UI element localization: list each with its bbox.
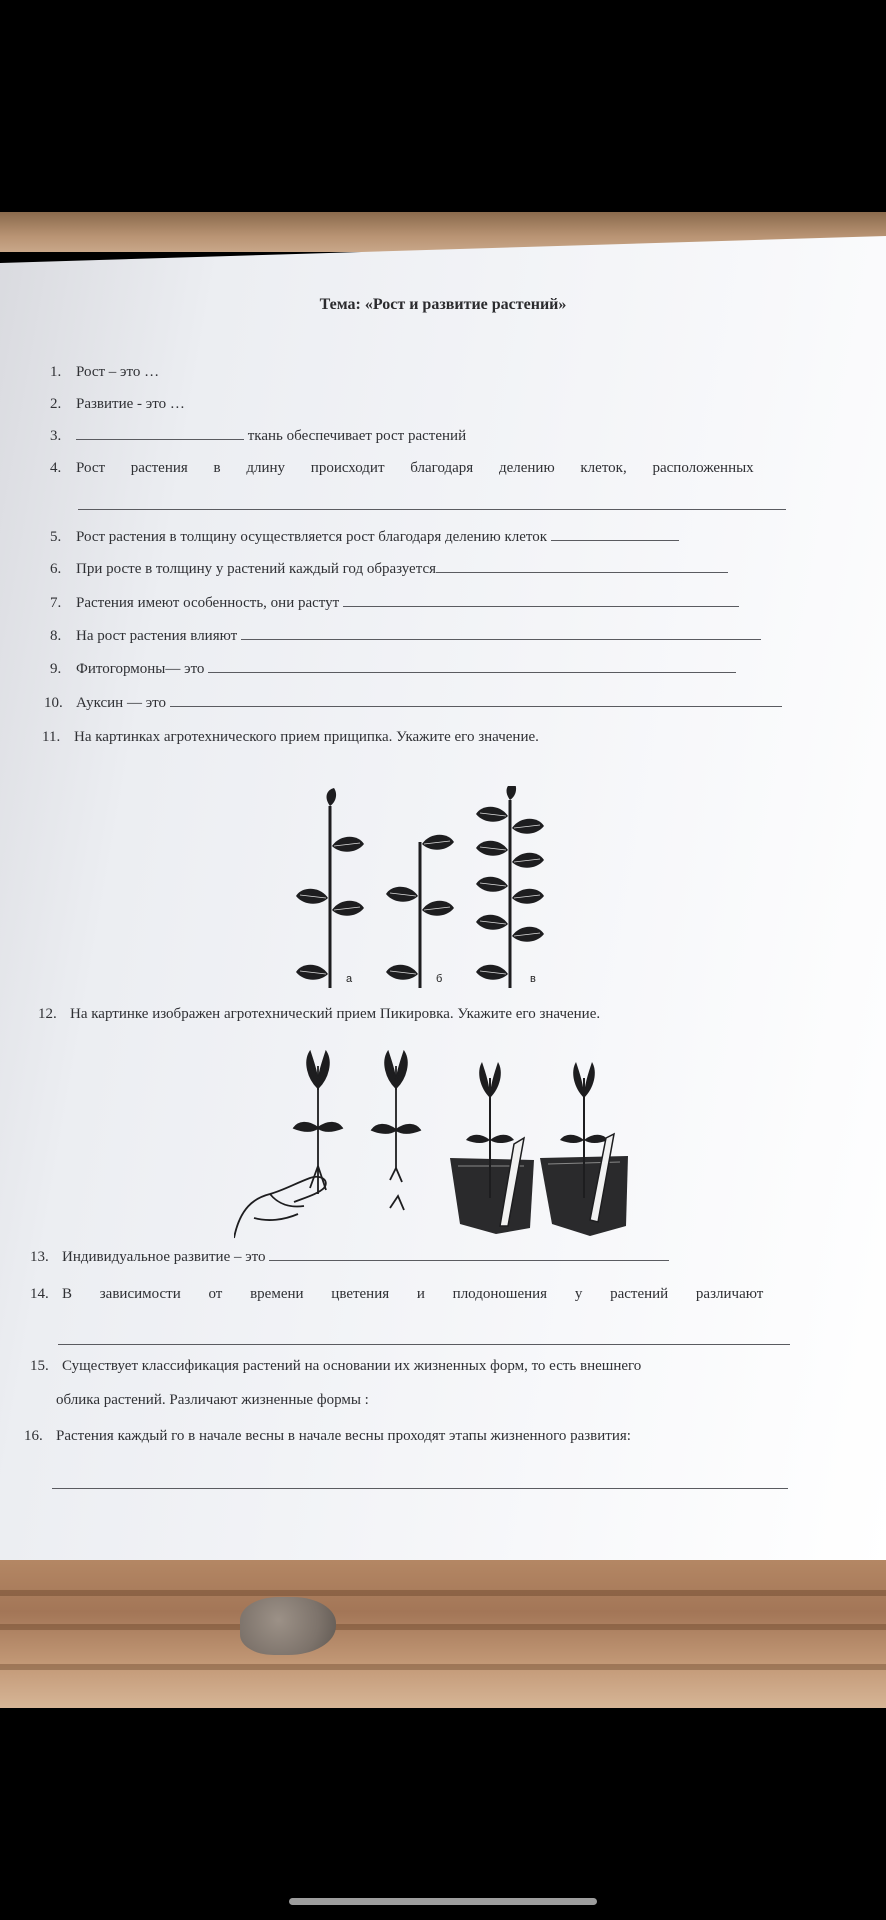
question-5: 5. Рост растения в толщину осуществляется рост благодаря делению клеток <box>50 528 679 546</box>
plant-b <box>386 835 454 988</box>
question-text: ткань обеспечивает рост растений <box>247 428 467 444</box>
question-text: В зависимости от времени цветения и плодоношения у растений различают <box>62 1286 764 1302</box>
answer-blank[interactable] <box>551 528 679 541</box>
answer-blank[interactable] <box>52 1488 788 1489</box>
question-3: 3. ткань обеспечивает рост растений <box>50 428 467 444</box>
answer-blank[interactable] <box>170 694 782 707</box>
pinching-figure <box>284 786 584 996</box>
seedling-pinched-root <box>372 1052 420 1210</box>
question-8: 8. На рост растения влияют <box>50 627 761 645</box>
question-4: 4. Рост растения в длину происходит благодаря делению клеток, расположенных <box>50 460 754 476</box>
question-text: Рост растения в длину происходит благодаря делению клеток, расположенных <box>76 460 754 476</box>
pinching-illustration <box>284 786 584 996</box>
question-text: Существует классификация растений на основании их жизненных форм, то есть внешнего <box>62 1358 642 1374</box>
answer-blank[interactable] <box>436 560 728 573</box>
question-10: 10. Ауксин — это <box>44 694 782 712</box>
worksheet-title: Тема: «Рост и развитие растений» <box>319 296 567 313</box>
question-text: На картинках агротехнического прием прищипка. Укажите его значение. <box>74 729 539 745</box>
answer-blank[interactable] <box>241 627 761 640</box>
plant-a <box>296 788 364 988</box>
home-indicator[interactable] <box>289 1898 597 1905</box>
answer-blank[interactable] <box>58 1344 790 1345</box>
question-7: 7. Растения имеют особенность, они растут <box>50 594 739 612</box>
question-6: 6. При росте в толщину у растений каждый год образуется <box>50 560 728 578</box>
answer-blank[interactable] <box>343 594 739 607</box>
figure-label: б <box>436 973 443 985</box>
question-text: Ауксин — это <box>76 695 167 711</box>
desk-bottom <box>0 1560 886 1708</box>
answer-blank[interactable] <box>208 660 736 673</box>
question-text: Фитогормоны— это <box>76 661 205 677</box>
pricking-out-figure <box>234 1048 634 1248</box>
figure-label: а <box>346 973 353 985</box>
question-11: 11. На картинках агротехнического прием прищипка. Укажите его значение. <box>42 729 539 745</box>
figure-label: в <box>530 973 536 985</box>
seedling-in-hand <box>234 1052 342 1238</box>
question-2: 2. Развитие - это … <box>50 396 185 412</box>
question-text: Индивидуальное развитие – это <box>62 1249 266 1265</box>
seedling-planted <box>540 1062 628 1236</box>
question-9: 9. Фитогормоны— это <box>50 660 736 678</box>
question-text: На рост растения влияют <box>76 628 238 644</box>
question-text: Растения имеют особенность, они растут <box>76 595 340 611</box>
answer-blank[interactable] <box>78 509 786 510</box>
pricking-out-illustration <box>234 1048 634 1248</box>
question-1: 1. Рост – это … <box>50 364 160 380</box>
question-13: 13. Индивидуальное развитие – это <box>30 1248 669 1266</box>
eraser-object <box>240 1597 336 1655</box>
question-15: 15. Существует классификация растений на основании их жизненных форм, то есть внешнего <box>30 1358 642 1374</box>
seedling-planting-dibber <box>450 1062 534 1234</box>
question-text: При росте в толщину у растений каждый год образуется <box>76 561 436 577</box>
question-text: Рост – это … <box>76 364 160 380</box>
question-12: 12. На картинке изображен агротехнический прием Пикировка. Укажите его значение. <box>38 1006 601 1022</box>
answer-blank[interactable] <box>76 427 244 440</box>
question-15-continued <box>56 1392 369 1409</box>
question-16: 16. Растения каждый го в начале весны в начале весны проходят этапы жизненного развития: <box>24 1428 631 1444</box>
question-text: облика растений. Различают жизненные формы : <box>56 1392 369 1408</box>
question-text: На картинке изображен агротехнический прием Пикировка. Укажите его значение. <box>70 1006 601 1022</box>
question-14: 14. В зависимости от времени цветения и плодоношения у растений различают <box>30 1286 764 1302</box>
answer-blank[interactable] <box>269 1248 669 1261</box>
question-text: Развитие - это … <box>76 396 185 412</box>
plant-c <box>476 786 544 988</box>
question-text: Рост растения в толщину осуществляется рост благодаря делению клеток <box>76 529 548 545</box>
question-text: Растения каждый го в начале весны в начале весны проходят этапы жизненного развития: <box>56 1428 631 1444</box>
